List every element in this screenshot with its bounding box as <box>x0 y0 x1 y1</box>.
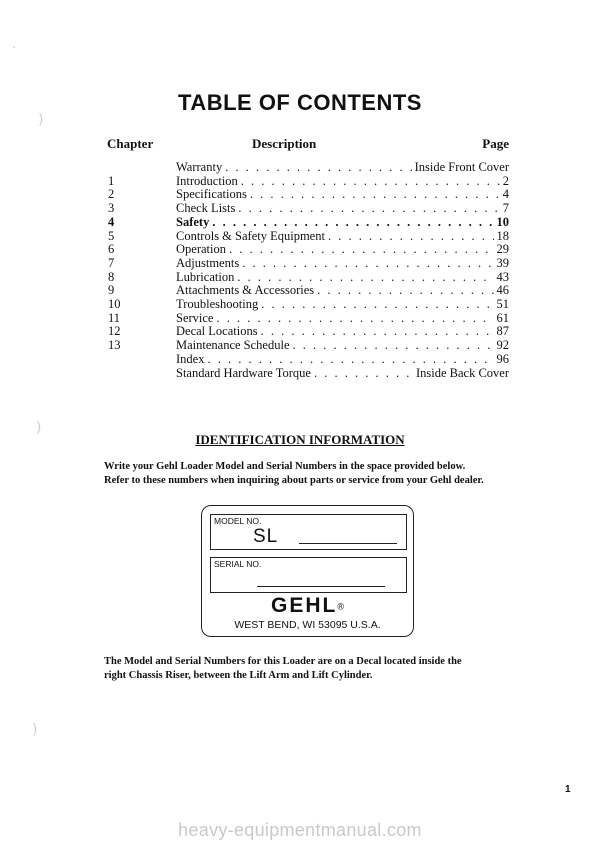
decal-location-note: right Chassis Riser, between the Lift Arm and Lift Cylinder. <box>104 670 373 681</box>
manufacturer-address: WEST BEND, WI 53095 U.S.A. <box>234 619 381 631</box>
toc-row[interactable] <box>0 270 600 284</box>
toc-entry-label: Introduction <box>176 173 238 188</box>
toc-dot-leader <box>328 229 494 243</box>
identification-instruction: Refer to these numbers when inquiring about parts or service from your Gehl dealer. <box>104 475 484 486</box>
scan-speck: · <box>12 40 17 56</box>
toc-entry <box>176 229 509 243</box>
chapter-column-header: Chapter <box>107 136 154 151</box>
identification-instruction: Write your Gehl Loader Model and Serial Numbers in the space provided below. <box>104 461 466 472</box>
toc-page-number: 43 <box>496 269 509 284</box>
page-number: 1 <box>565 784 571 795</box>
identification-heading: IDENTIFICATION INFORMATION <box>195 432 405 447</box>
toc-entry-label: Controls & Safety Equipment <box>176 228 325 243</box>
registered-mark: ® <box>337 601 344 612</box>
toc-dot-leader <box>261 297 493 311</box>
toc-entry <box>176 256 509 270</box>
toc-dot-leader <box>212 215 493 229</box>
toc-entry-label: Index <box>176 351 205 366</box>
toc-entry-label: Decal Locations <box>176 324 258 339</box>
toc-dot-leader <box>225 160 411 174</box>
gehl-logo <box>202 596 413 616</box>
toc-chapter-number: 11 <box>108 310 121 325</box>
toc-page-number: 4 <box>502 187 509 202</box>
toc-dot-leader <box>250 187 500 201</box>
toc-row[interactable] <box>0 160 600 174</box>
toc-entry <box>176 160 509 174</box>
toc-row[interactable] <box>0 311 600 325</box>
toc-chapter-number: 8 <box>108 269 115 284</box>
toc-row[interactable] <box>0 229 600 243</box>
toc-dot-leader <box>238 201 499 215</box>
page-column-header: Page <box>482 136 509 151</box>
toc-dot-leader <box>241 174 500 188</box>
decal-location-note: The Model and Serial Numbers for this Loader are on a Decal located inside the <box>104 656 462 667</box>
model-number-value: SL <box>253 526 279 547</box>
toc-dot-leader <box>314 366 413 380</box>
serial-number-line <box>257 586 385 587</box>
toc-row[interactable] <box>0 174 600 188</box>
toc-page-number: 18 <box>496 228 509 243</box>
toc-entry <box>176 270 509 284</box>
toc-page-number: 2 <box>502 173 509 188</box>
toc-chapter-number: 4 <box>108 214 115 229</box>
description-column-header: Description <box>252 136 317 151</box>
toc-entry-label: Specifications <box>176 187 247 202</box>
toc-page-number: 29 <box>496 242 509 257</box>
toc-entry <box>176 283 509 297</box>
toc-entry <box>176 215 509 229</box>
scan-speck: ) <box>32 722 38 738</box>
toc-entry-label: Safety <box>176 214 210 229</box>
toc-entry <box>176 366 509 380</box>
toc-page-number: 61 <box>496 310 509 325</box>
model-number-label: MODEL NO. <box>214 516 262 526</box>
page-title: TABLE OF CONTENTS <box>178 90 422 115</box>
toc-entry <box>176 297 509 311</box>
toc-chapter-number: 6 <box>108 242 115 257</box>
toc-chapter-number: 3 <box>108 201 115 216</box>
toc-page-number: 51 <box>496 297 509 311</box>
toc-row[interactable] <box>0 324 600 338</box>
scan-speck: ) <box>36 420 42 436</box>
toc-dot-leader <box>293 338 494 352</box>
toc-entry-label: Attachments & Accessories <box>176 283 315 298</box>
toc-row[interactable] <box>0 201 600 215</box>
toc-dot-leader <box>207 352 493 366</box>
toc-entry-label: Warranty <box>176 160 223 174</box>
model-number-field[interactable] <box>210 514 407 550</box>
toc-page-number: 46 <box>496 283 509 298</box>
toc-row[interactable] <box>0 187 600 201</box>
toc-chapter-number: 12 <box>108 324 121 339</box>
toc-dot-leader <box>229 242 494 256</box>
toc-page-number: 92 <box>496 338 509 353</box>
toc-entry <box>176 201 509 215</box>
toc-entry-label: Service <box>176 310 214 325</box>
toc-chapter-number: 9 <box>108 283 115 298</box>
toc-chapter-number: 5 <box>108 228 115 243</box>
toc-chapter-number: 10 <box>108 297 121 311</box>
toc-dot-leader <box>242 256 493 270</box>
toc-chapter-number: 13 <box>108 338 121 353</box>
toc-page-number: 7 <box>502 201 509 216</box>
toc-entry-label: Operation <box>176 242 226 257</box>
toc-chapter-number: 7 <box>108 255 115 270</box>
toc-row[interactable] <box>0 215 600 229</box>
watermark: heavy-equipmentmanual.com <box>178 820 422 840</box>
toc-entry <box>176 311 509 325</box>
toc-dot-leader <box>216 311 493 325</box>
toc-page-number: 96 <box>496 351 509 366</box>
toc-entry <box>176 352 509 366</box>
toc-entry-label: Check Lists <box>176 201 236 216</box>
toc-entry <box>176 174 509 188</box>
toc-dot-leader <box>237 270 493 284</box>
toc-page-number: 39 <box>496 255 509 270</box>
toc-page-number: Inside Back Cover <box>415 365 509 380</box>
toc-page-number: Inside Front Cover <box>414 160 509 174</box>
serial-number-label: SERIAL NO. <box>214 559 262 569</box>
toc-row[interactable] <box>0 283 600 297</box>
toc-entry <box>176 242 509 256</box>
toc-dot-leader <box>317 283 493 297</box>
toc-entry-label: Lubrication <box>176 269 235 284</box>
model-number-line <box>299 543 397 544</box>
scan-speck: ) <box>38 112 44 128</box>
serial-number-field[interactable] <box>210 557 407 593</box>
identification-plate <box>201 505 414 637</box>
toc-entry-label: Maintenance Schedule <box>176 338 290 353</box>
toc-row[interactable] <box>0 366 600 380</box>
toc-entry <box>176 324 509 338</box>
toc-chapter-number: 1 <box>108 173 115 188</box>
toc-row[interactable] <box>0 352 600 366</box>
toc-row[interactable] <box>0 297 600 311</box>
toc-entry <box>176 338 509 352</box>
toc-entry <box>176 187 509 201</box>
toc-entry-label: Troubleshooting <box>176 297 259 311</box>
brand-name: GEHL <box>271 594 338 617</box>
toc-entry-label: Adjustments <box>176 255 240 270</box>
toc-dot-leader <box>261 324 494 338</box>
toc-row[interactable] <box>0 242 600 256</box>
toc-row[interactable] <box>0 256 600 270</box>
toc-chapter-number: 2 <box>108 187 115 202</box>
toc-page-number: 10 <box>496 214 509 229</box>
toc-page-number: 87 <box>496 324 509 339</box>
toc-row[interactable] <box>0 338 600 352</box>
toc-entry-label: Standard Hardware Torque <box>176 365 311 380</box>
